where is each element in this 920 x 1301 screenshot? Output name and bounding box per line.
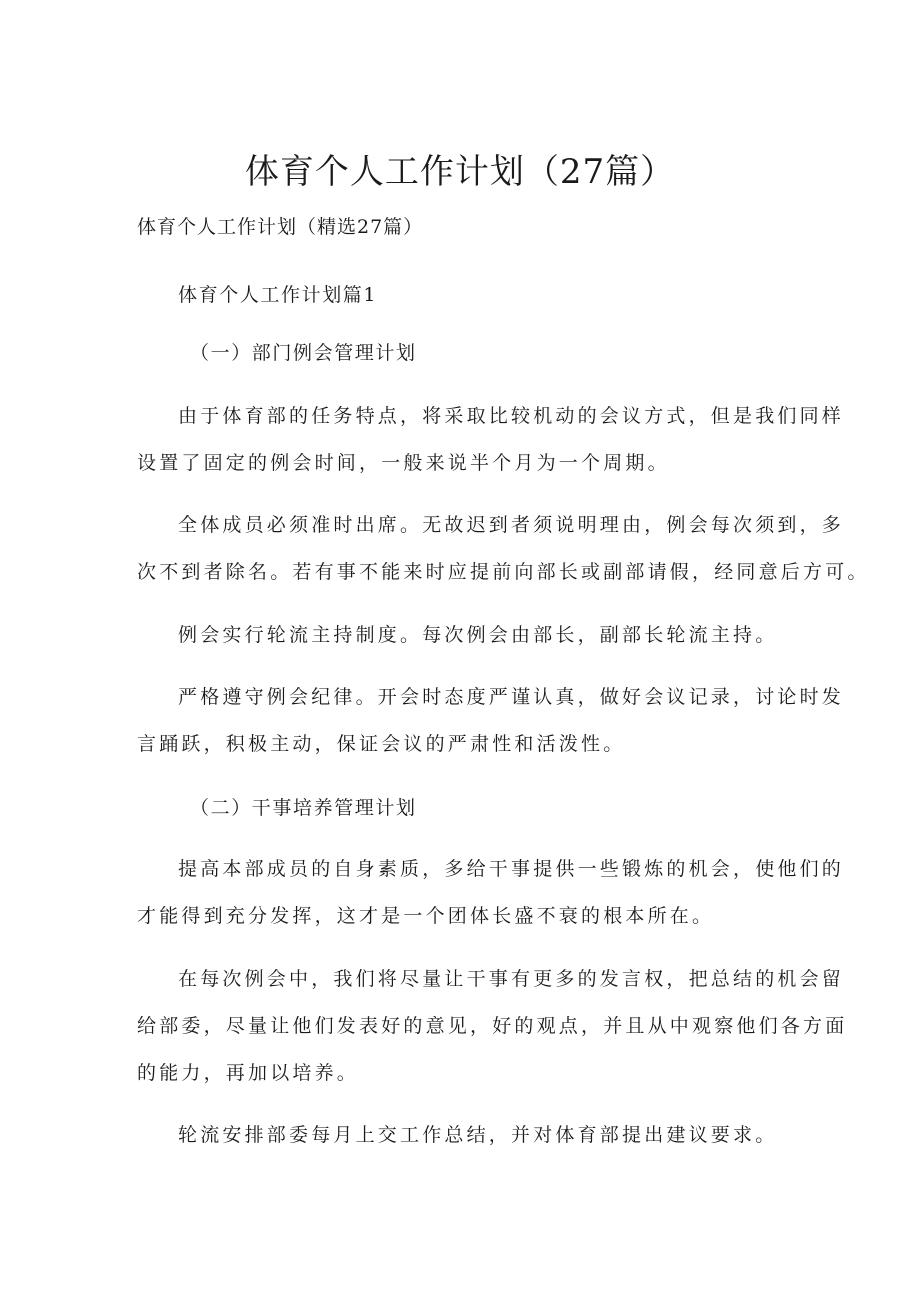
paragraph-line: 的能力，再加以培养。 xyxy=(137,1062,360,1084)
paragraph-line: 次不到者除名。若有事不能来时应提前向部长或副部请假，经同意后方可。 xyxy=(137,561,870,583)
paragraph-line: 设置了固定的例会时间，一般来说半个月为一个周期。 xyxy=(137,452,670,474)
paragraph-line: 严格遵守例会纪律。开会时态度严谨认真，做好会议记录，讨论时发 xyxy=(178,686,845,708)
paragraph-line: 在每次例会中，我们将尽量让干事有更多的发言权，把总结的机会留 xyxy=(178,968,845,990)
subsection-heading-1: （一）部门例会管理计划 xyxy=(190,342,417,364)
paragraph-line: 言踊跃，积极主动，保证会议的严肃性和活泼性。 xyxy=(137,733,626,755)
paragraph-line: 轮流安排部委每月上交工作总结，并对体育部提出建议要求。 xyxy=(178,1124,778,1146)
paragraph-line: 给部委，尽量让他们发表好的意见，好的观点，并且从中观察他们各方面 xyxy=(137,1015,848,1037)
section-heading: 体育个人工作计划篇1 xyxy=(178,284,378,306)
document-subtitle: 体育个人工作计划（精选27篇） xyxy=(137,216,424,238)
paragraph-line: 由于体育部的任务特点，将采取比较机动的会议方式，但是我们同样 xyxy=(178,405,845,427)
paragraph-line: 提高本部成员的自身素质，多给干事提供一些锻炼的机会，使他们的 xyxy=(178,858,845,880)
subsection-heading-2: （二）干事培养管理计划 xyxy=(190,797,417,819)
paragraph-line: 才能得到充分发挥，这才是一个团体长盛不衰的根本所在。 xyxy=(137,905,715,927)
document-title: 体育个人工作计划（27篇） xyxy=(244,152,676,192)
paragraph-line: 例会实行轮流主持制度。每次例会由部长，副部长轮流主持。 xyxy=(178,624,778,646)
paragraph-line: 全体成员必须准时出席。无故迟到者须说明理由，例会每次须到，多 xyxy=(178,514,845,536)
